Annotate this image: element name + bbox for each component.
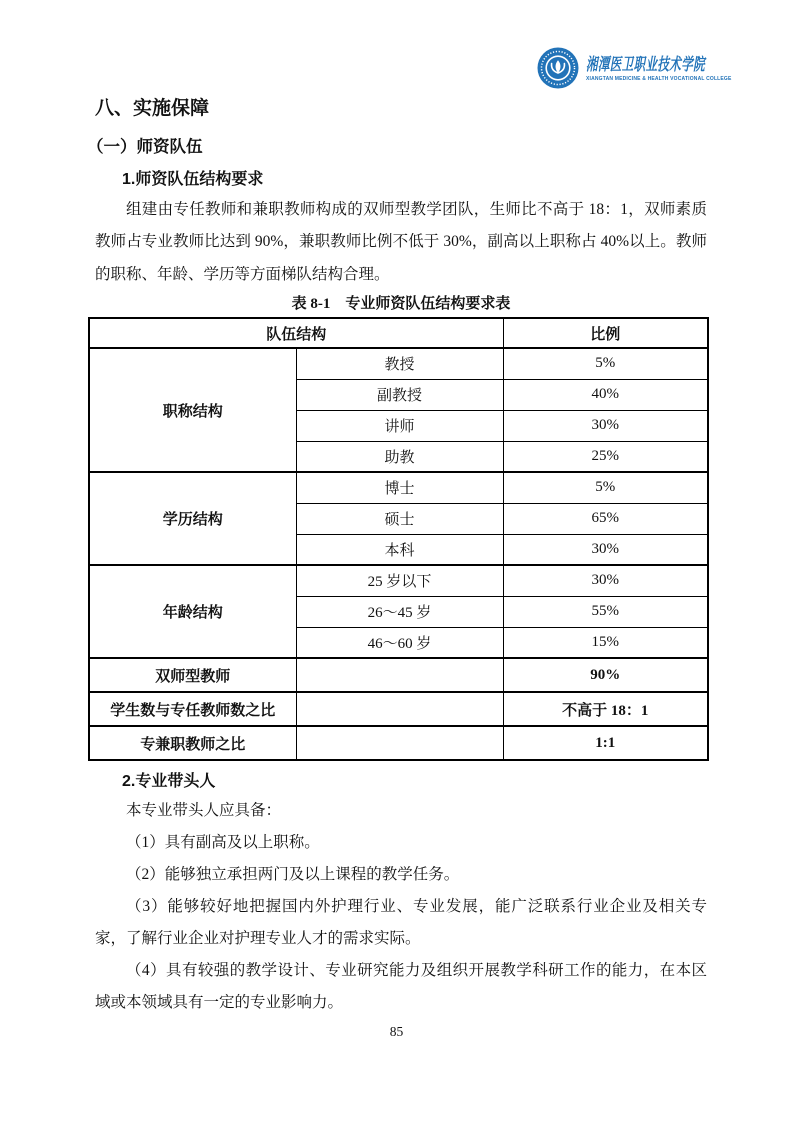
ratio-value: 5%	[503, 348, 708, 379]
ratio-value: 40%	[503, 379, 708, 410]
college-name-cn: 湘潭医卫职业技术学院	[586, 55, 705, 74]
empty-cell	[296, 692, 503, 726]
ratio-value: 5%	[503, 472, 708, 503]
section-heading: 八、实施保障	[95, 98, 210, 119]
sub-label: 25 岁以下	[296, 565, 503, 596]
faculty-structure-table	[88, 317, 709, 761]
table-row	[89, 565, 708, 596]
leader-requirement-2: （2）能够独立承担两门及以上课程的教学任务。	[126, 866, 460, 884]
ratio-value: 25%	[503, 441, 708, 472]
ratio-value: 30%	[503, 410, 708, 441]
sub-label: 教授	[296, 348, 503, 379]
group-label-title: 职称结构	[89, 348, 296, 472]
sub-label: 46～60 岁	[296, 627, 503, 658]
table-row	[89, 692, 708, 726]
item-heading-2: 2.专业带头人	[122, 773, 216, 791]
leader-requirement-4: （4）具有较强的教学设计、专业研究能力及组织开展教学科研工作的能力，在本区域或本领域具有一定的专业影响力。	[95, 962, 707, 1012]
sub-label: 博士	[296, 472, 503, 503]
college-logo	[537, 47, 761, 94]
summary-value: 1:1	[503, 726, 708, 760]
sub-label: 讲师	[296, 410, 503, 441]
college-name-en: XIANGTAN MEDICINE & HEALTH VOCATIONAL COLLEGE	[586, 76, 732, 82]
summary-label: 专兼职教师之比	[89, 726, 296, 760]
table-caption: 表 8-1 专业师资队伍结构要求表	[291, 296, 511, 313]
page-number: 85	[389, 1024, 404, 1039]
document-body	[87, 96, 707, 1019]
ratio-value: 30%	[503, 534, 708, 565]
summary-label: 学生数与专任教师数之比	[89, 692, 296, 726]
empty-cell	[296, 658, 503, 692]
table-header-row	[89, 318, 708, 348]
ratio-value: 15%	[503, 627, 708, 658]
leader-intro: 本专业带头人应具备：	[126, 802, 282, 820]
item-heading-1: 1.师资队伍结构要求	[122, 171, 264, 188]
ratio-value: 65%	[503, 503, 708, 534]
leader-requirement-1: （1）具有副高及以上职称。	[126, 834, 320, 852]
sub-label: 本科	[296, 534, 503, 565]
summary-value: 不高于 18：1	[503, 692, 708, 726]
intro-paragraph: 组建由专任教师和兼职教师构成的双师型教学团队，生师比不高于 18：1，双师素质教师占专业教师比达到 90%，兼职教师比例不低于 30%，副高以上职称占 40%以上。教师的职称、年龄、学历等方面梯队结构合理。	[95, 201, 707, 283]
sub-label: 硕士	[296, 503, 503, 534]
college-logo-text	[586, 56, 761, 82]
empty-cell	[296, 726, 503, 760]
header-cell-ratio: 比例	[503, 318, 708, 348]
table-row	[89, 658, 708, 692]
table-row	[89, 348, 708, 379]
group-label-degree: 学历结构	[89, 472, 296, 565]
table-row	[89, 472, 708, 503]
college-emblem-icon	[537, 47, 579, 94]
leader-requirement-3: （3）能够较好地把握国内外护理行业、专业发展，能广泛联系行业企业及相关专家，了解行业企业对护理专业人才的需求实际。	[95, 898, 707, 948]
ratio-value: 30%	[503, 565, 708, 596]
table-row	[89, 726, 708, 760]
sub-label: 26～45 岁	[296, 596, 503, 627]
sub-label: 副教授	[296, 379, 503, 410]
group-label-age: 年龄结构	[89, 565, 296, 658]
summary-value: 90%	[503, 658, 708, 692]
ratio-value: 55%	[503, 596, 708, 627]
summary-label: 双师型教师	[89, 658, 296, 692]
header-cell-structure: 队伍结构	[89, 318, 503, 348]
subsection-heading: （一）师资队伍	[87, 138, 203, 156]
sub-label: 助教	[296, 441, 503, 472]
